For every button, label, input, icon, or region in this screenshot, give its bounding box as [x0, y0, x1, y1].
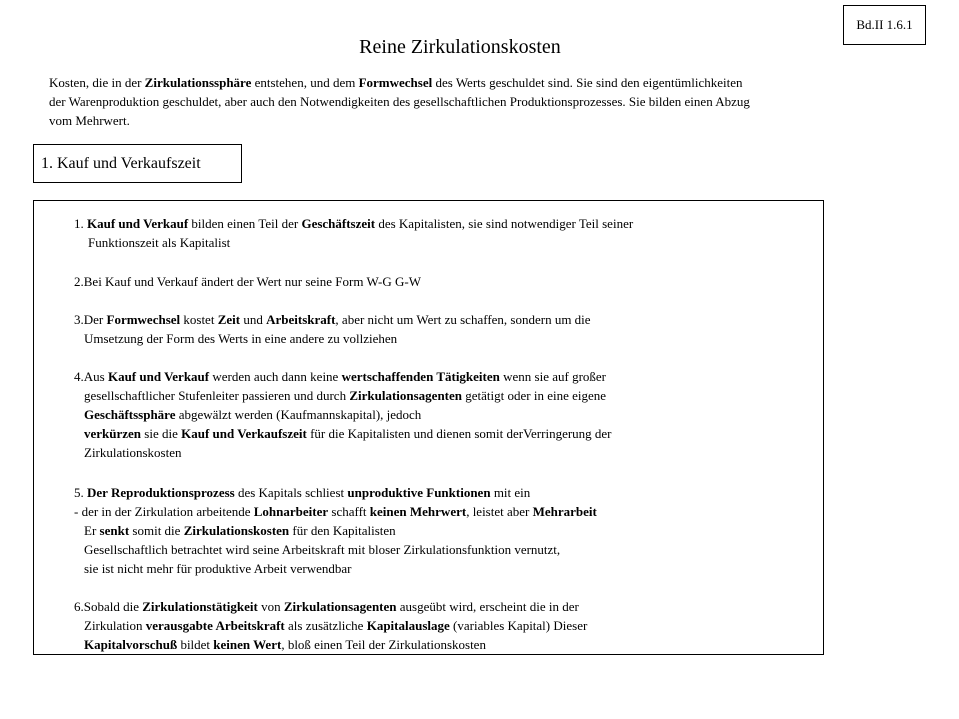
text-run: des Werts geschuldet sind. Sie sind den eigentümlichkeiten: [432, 75, 743, 90]
text-run: Er: [84, 523, 100, 538]
text-run: für den Kapitalisten: [289, 523, 396, 538]
emphasized-term: Der Reproduktionsprozess: [87, 485, 235, 500]
emphasized-term: keinen Mehrwert: [369, 504, 467, 519]
text-run: ausgeübt wird, erscheint die in der: [396, 599, 579, 614]
text-run: 3.Der: [74, 312, 107, 327]
emphasized-term: Kapitalauslage: [366, 618, 450, 633]
emphasized-term: unproduktive Funktionen: [347, 485, 491, 500]
text-run: Umsetzung der Form des Werts in eine andere zu vollziehen: [84, 331, 398, 346]
intro-paragraph: [49, 73, 929, 130]
text-run: somit die: [129, 523, 184, 538]
text-run: Zirkulation: [84, 618, 146, 633]
point-item: [74, 367, 612, 462]
text-run: schafft: [328, 504, 370, 519]
text-run: , aber nicht um Wert zu schaffen, sondern um die: [335, 312, 591, 327]
point-line: [74, 502, 597, 521]
text-run: getätigt oder in eine eigene: [462, 388, 607, 403]
point-item: [74, 597, 587, 654]
emphasized-term: senkt: [99, 523, 130, 538]
point-line: [74, 367, 612, 386]
intro-line: [49, 92, 929, 111]
text-run: der Warenproduktion geschuldet, aber auch den Notwendigkeiten des gesellschaftlichen Produktionsprozesses. Sie bilden einen Abzug: [49, 94, 750, 109]
point-line: [74, 310, 591, 329]
text-run: von: [257, 599, 284, 614]
emphasized-term: Mehrarbeit: [532, 504, 597, 519]
point-line: [74, 272, 421, 291]
points-box: [33, 200, 824, 655]
point-line: [74, 635, 587, 654]
emphasized-term: Kauf und Verkaufszeit: [181, 426, 307, 441]
text-run: 1.: [74, 216, 87, 231]
emphasized-term: Zeit: [217, 312, 241, 327]
point-line: [74, 559, 597, 578]
point-line: [74, 597, 587, 616]
emphasized-term: verausgabte Arbeitskraft: [145, 618, 285, 633]
point-line: [74, 386, 612, 405]
text-run: des Kapitals schliest: [234, 485, 348, 500]
text-run: des Kapitalisten, sie sind notwendiger Teil seiner: [375, 216, 634, 231]
text-run: mit ein: [490, 485, 531, 500]
text-run: 6.Sobald die: [74, 599, 143, 614]
text-run: wenn sie auf großer: [499, 369, 607, 384]
text-run: Funktionszeit als Kapitalist: [88, 235, 231, 250]
emphasized-term: keinen Wert: [213, 637, 282, 652]
text-run: sie die: [141, 426, 182, 441]
emphasized-term: wertschaffenden Tätigkeiten: [341, 369, 500, 384]
text-run: - der in der Zirkulation arbeitende: [74, 504, 254, 519]
emphasized-term: verkürzen: [84, 426, 142, 441]
text-run: Kosten, die in der: [49, 75, 145, 90]
point-line: [74, 483, 597, 502]
emphasized-term: Zirkulationskosten: [183, 523, 290, 538]
text-run: , bloß einen Teil der Zirkulationskosten: [281, 637, 486, 652]
text-run: gesellschaftlicher Stufenleiter passieren und durch: [84, 388, 350, 403]
point-line: [74, 443, 612, 462]
emphasized-term: Kauf und Verkauf: [107, 369, 210, 384]
section-heading: 1. Kauf und Verkaufszeit: [41, 154, 201, 172]
text-run: entstehen, und dem: [251, 75, 359, 90]
point-line: [74, 214, 633, 233]
text-run: , leistet aber: [466, 504, 533, 519]
emphasized-term: Formwechsel: [358, 75, 433, 90]
emphasized-term: Lohnarbeiter: [253, 504, 329, 519]
text-run: kostet: [180, 312, 218, 327]
point-line: [74, 521, 597, 540]
point-line: [74, 329, 591, 348]
text-run: für die Kapitalisten und dienen somit derVerringerung der: [306, 426, 612, 441]
text-run: (variables Kapital) Dieser: [449, 618, 588, 633]
emphasized-term: Zirkulationsagenten: [283, 599, 397, 614]
point-line: [74, 405, 612, 424]
text-run: abgewälzt werden (Kaufmannskapital), jedoch: [175, 407, 422, 422]
document-reference-text: Bd.II 1.6.1: [856, 17, 913, 32]
emphasized-term: Formwechsel: [106, 312, 181, 327]
emphasized-term: Zirkulationsagenten: [349, 388, 463, 403]
text-run: 2.Bei Kauf und Verkauf ändert der Wert nur seine Form W-G G-W: [74, 274, 421, 289]
point-item: [74, 214, 633, 252]
section-heading-box: [33, 144, 242, 183]
text-run: als zusätzliche: [284, 618, 367, 633]
point-line: [74, 540, 597, 559]
text-run: bilden einen Teil der: [188, 216, 302, 231]
text-run: vom Mehrwert.: [49, 113, 130, 128]
text-run: bildet: [177, 637, 214, 652]
emphasized-term: Kapitalvorschuß: [84, 637, 178, 652]
text-run: 4.Aus: [74, 369, 108, 384]
text-run: sie ist nicht mehr für produktive Arbeit verwendbar: [84, 561, 352, 576]
emphasized-term: Geschäftszeit: [301, 216, 376, 231]
point-line: [74, 616, 587, 635]
emphasized-term: Arbeitskraft: [266, 312, 336, 327]
text-run: 5.: [74, 485, 87, 500]
point-line: [74, 233, 633, 252]
point-item: [74, 310, 591, 348]
text-run: Zirkulationskosten: [84, 445, 182, 460]
text-run: werden auch dann keine: [209, 369, 342, 384]
point-line: [74, 424, 612, 443]
emphasized-term: Geschäftssphäre: [84, 407, 176, 422]
emphasized-term: Kauf und Verkauf: [87, 216, 189, 231]
intro-line: [49, 73, 929, 92]
emphasized-term: Zirkulationstätigkeit: [142, 599, 258, 614]
point-item: [74, 483, 597, 578]
intro-line: [49, 111, 929, 130]
text-run: und: [240, 312, 267, 327]
page-title: Reine Zirkulationskosten: [359, 36, 561, 58]
emphasized-term: Zirkulationssphäre: [144, 75, 252, 90]
point-item: [74, 272, 421, 291]
text-run: Gesellschaftlich betrachtet wird seine Arbeitskraft mit bloser Zirkulationsfunktion vernutzt,: [84, 542, 561, 557]
